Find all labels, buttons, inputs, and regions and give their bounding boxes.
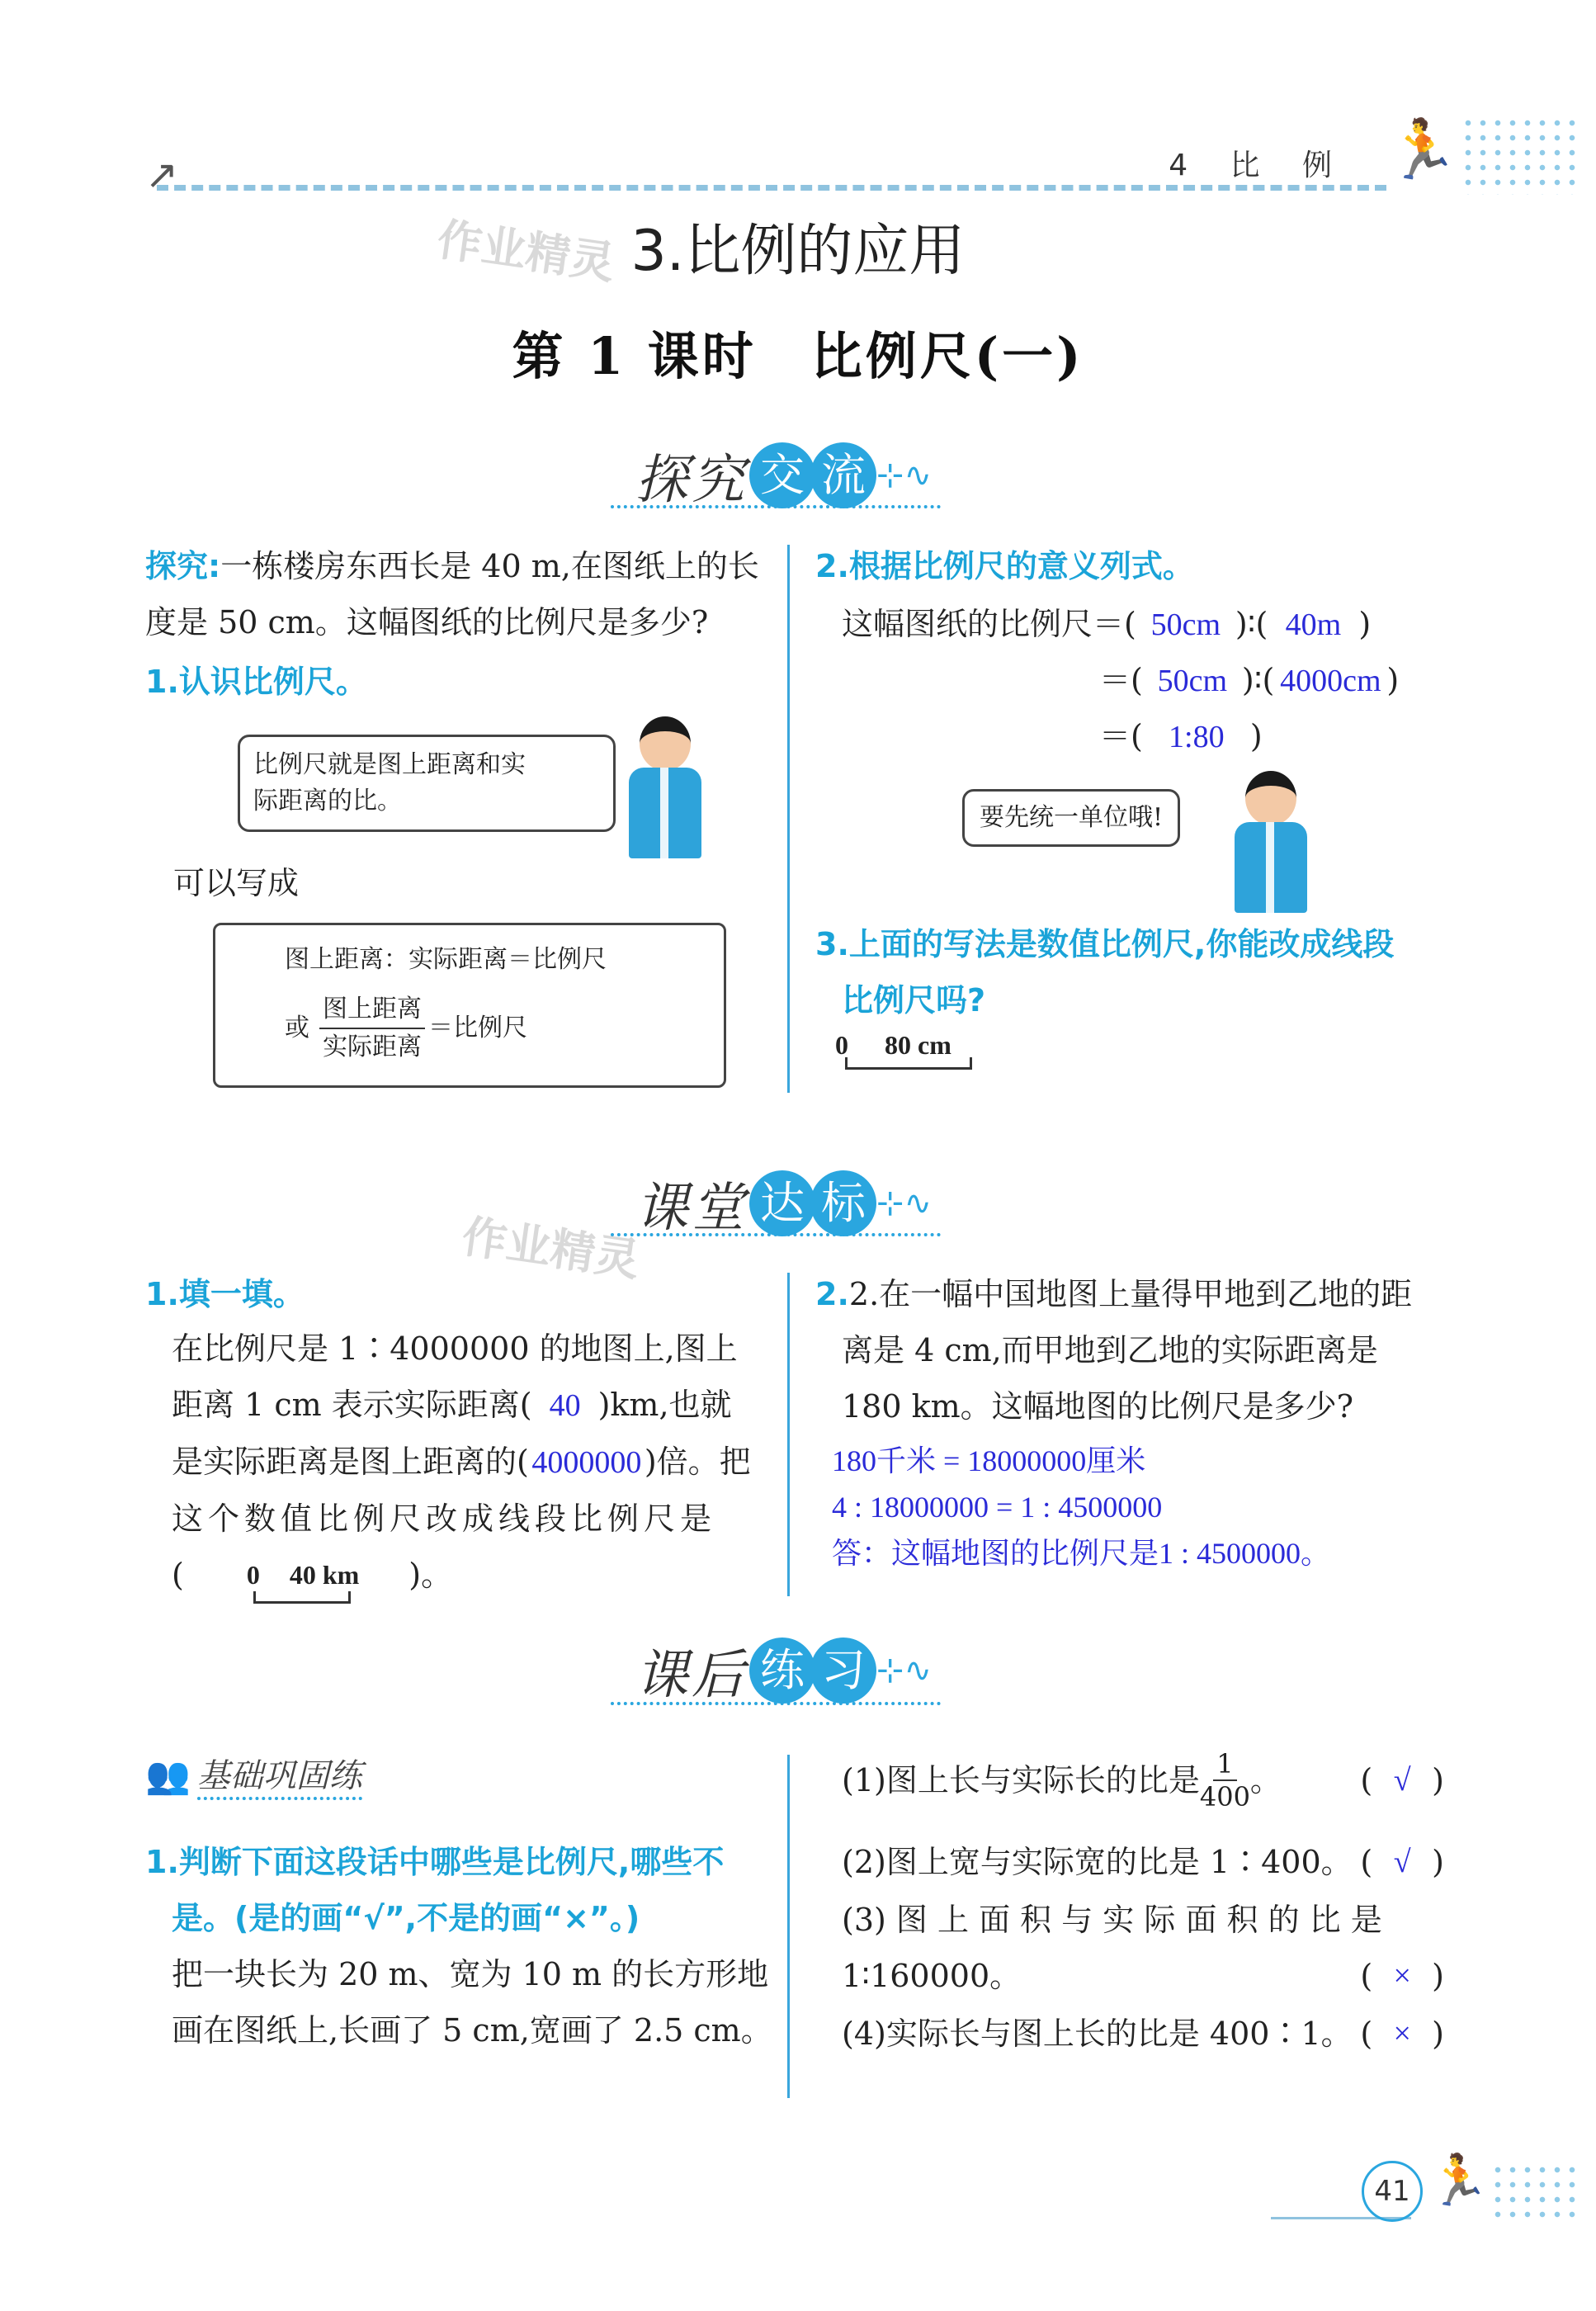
scale-bar (253, 1591, 351, 1604)
problem2-text: 2.在一幅中国地图上量得甲地到乙地的距 (848, 1276, 1413, 1312)
problem2-answer (832, 1438, 1330, 1576)
formula-box (213, 923, 726, 1088)
chapter-label: 4 比 例 (1169, 149, 1348, 182)
answer-line3: 答：这幅地图的比例尺是1 : 4500000。 (832, 1537, 1331, 1570)
fill-in-body (172, 1321, 782, 1604)
fill-answer: 40 (549, 1388, 581, 1423)
fill-line5 (172, 1547, 782, 1604)
fill-answer: 4000000 (531, 1445, 642, 1480)
fill-line1: 在比例尺是 1∶4000000 的地图上,图上 (172, 1330, 738, 1367)
line-scale-answer (247, 1558, 359, 1604)
runner-icon: 🏃 (1386, 116, 1459, 183)
ratio-answer: 50cm (1157, 664, 1228, 698)
badge-text: 基础巩固练 (197, 1750, 362, 1800)
fraction-denominator: 实际距离 (323, 1033, 422, 1061)
fill-in-heading: 1.填一填。 (145, 1276, 305, 1312)
explore-line1: 一栋楼房东西长是 40 m,在图纸上的长 (220, 548, 759, 584)
paren: ) (1432, 1844, 1444, 1880)
section-heading-text: 探究 (635, 450, 748, 511)
formula-fraction (319, 991, 425, 1066)
judge-answer: √ (1393, 1763, 1411, 1798)
heading-bubble: 练 (749, 1638, 815, 1704)
speech-bubble-definition (238, 735, 616, 832)
judge-item-3-line2 (842, 1948, 1444, 2004)
scale-label: 40 km (289, 1560, 360, 1590)
ratio-end: ) (1249, 718, 1263, 754)
judge-item-1 (842, 1748, 1444, 1812)
paren: ( (1360, 1844, 1373, 1880)
page-number: 41 (1362, 2161, 1423, 2222)
people-icon: 👥 (145, 1754, 191, 1797)
ratio-prefix: ＝( (1099, 718, 1143, 754)
ratio-end: ) (1358, 606, 1372, 642)
header-mark-icon: ↗ (145, 152, 179, 198)
column-divider (787, 545, 790, 1093)
answer-line2: 4 : 18000000 = 1 : 4500000 (832, 1491, 1163, 1524)
fill-text: 距离 1 cm 表示实际距离( (172, 1387, 532, 1423)
heading-bubble: 习 (810, 1638, 876, 1704)
formula-or: 或 (285, 1014, 309, 1042)
heading-bubble: 达 (749, 1170, 815, 1236)
fill-text: 是实际距离是图上距离的( (172, 1444, 529, 1480)
judge-line2 (145, 1890, 772, 1946)
ratio-prefix: ＝( (1099, 662, 1143, 698)
formula-line2 (285, 991, 527, 1066)
step3-line1: 3.上面的写法是数值比例尺,你能改成线段 (815, 926, 1395, 962)
speech-line: 际距离的比。 (253, 787, 402, 815)
section-heading-explore (635, 437, 932, 513)
fraction-numerator: 1 (1213, 1748, 1236, 1781)
problem2-line3: 180 km。这幅地图的比例尺是多少? (842, 1388, 1354, 1425)
chapter-title: 3.比例的应用 (630, 219, 966, 284)
heading-bubble: 标 (810, 1170, 876, 1236)
fraction-numerator: 图上距离 (319, 991, 425, 1029)
fill-line2 (172, 1377, 782, 1434)
section-heading-text: 课堂 (635, 1178, 748, 1239)
footer-dots (1490, 2162, 1581, 2222)
section-heading-practice (635, 1633, 932, 1708)
speech-line: 比例尺就是图上距离和实 (253, 750, 526, 779)
heading-bubble: 交 (749, 442, 815, 508)
judge-line4: 画在图纸上,长画了 5 cm,宽画了 2.5 cm。 (172, 2012, 772, 2049)
runner-icon: 🏃 (1428, 2152, 1490, 2209)
ratio-prefix: 这幅图纸的比例尺＝( (842, 606, 1136, 642)
item-text: (2)图上宽与实际宽的比是 1∶400。 (842, 1844, 1353, 1880)
ratio-answer: 1:80 (1169, 720, 1225, 754)
answer-line1: 180千米 = 18000000厘米 (832, 1444, 1146, 1477)
flourish-icon: ⊹∿ (876, 1184, 933, 1222)
section-underline (611, 505, 941, 508)
scale-label: 80 cm (885, 1030, 951, 1060)
judge-item-2 (842, 1834, 1444, 1890)
header-dashed-line (157, 185, 1386, 191)
fill-line3 (172, 1434, 782, 1491)
ratio-answer: 50cm (1150, 607, 1221, 642)
judge-answer: √ (1393, 1845, 1411, 1879)
section-heading-text: 课后 (635, 1645, 748, 1706)
flourish-icon: ⊹∿ (876, 1652, 933, 1690)
paren: ( (1360, 1762, 1373, 1798)
formula-suffix: ＝比例尺 (428, 1014, 527, 1042)
boy-illustration (632, 716, 698, 858)
scale-zero: 0 (835, 1030, 848, 1060)
watermark: 作业精灵 (459, 1210, 643, 1287)
judge-answer: × (1393, 2016, 1411, 2051)
fill-text: ( (172, 1557, 184, 1593)
explore-line2: 度是 50 cm。这幅图纸的比例尺是多少? (145, 604, 709, 640)
item-text: 。 (1249, 1762, 1282, 1798)
ratio-line3 (1099, 708, 1263, 765)
ratio-mid: )∶( (1235, 606, 1268, 642)
explore-intro (145, 538, 772, 650)
step3-line2: 比例尺吗? (842, 982, 986, 1018)
ratio-line1 (842, 596, 1371, 653)
judge-question (145, 1834, 772, 2058)
problem2-line2: 离是 4 cm,而甲地到乙地的实际距离是 (842, 1332, 1378, 1368)
step2-heading: 2.根据比例尺的意义列式。 (815, 548, 1194, 584)
header-dots (1461, 116, 1576, 195)
line-scale-answer (835, 1030, 972, 1070)
section-underline (611, 1233, 941, 1236)
fraction-denominator: 400 (1199, 1781, 1250, 1812)
boy-illustration (1238, 771, 1304, 913)
fill-text: )倍。把 (644, 1444, 751, 1480)
section-heading-class (635, 1165, 932, 1241)
explore-label: 探究: (145, 548, 221, 584)
item-text: (1)图上长与实际长的比是 (842, 1762, 1200, 1798)
column-divider (787, 1755, 790, 2098)
paren: ( (1360, 2016, 1373, 2052)
fill-text: )km,也就 (597, 1387, 732, 1423)
paren: ) (1432, 1958, 1444, 1994)
problem2-line1: 2.2.在一幅中国地图上量得甲地到乙地的距 (815, 1276, 1413, 1312)
step1-heading: 1.认识比例尺。 (145, 664, 367, 700)
judge-line3: 把一块长为 20 m、宽为 10 m 的长方形地 (172, 1956, 769, 1992)
judge-text: 是。(是的画“√”,不是的画“×”。) (172, 1900, 640, 1936)
paren: ) (1432, 1762, 1444, 1798)
paren: ) (1432, 2016, 1444, 2052)
lesson-title: 第 1 课时 比例尺(一) (512, 326, 1084, 386)
ratio-end: ) (1386, 662, 1400, 698)
basic-practice-badge (145, 1750, 362, 1800)
heading-bubble: 流 (810, 442, 876, 508)
fill-line4: 这个数值比例尺改成线段比例尺是 (172, 1500, 717, 1537)
watermark: 作业精灵 (434, 213, 618, 290)
paren: ( (1360, 1958, 1373, 1994)
section-underline (611, 1702, 941, 1705)
ratio-line2 (1099, 652, 1399, 709)
speech-bubble-unit: 要先统一单位哦! (962, 789, 1180, 847)
item-fraction (1200, 1748, 1250, 1812)
can-write-label: 可以写成 (173, 865, 300, 901)
scale-zero: 0 (246, 1560, 260, 1590)
item-text: (4)实际长与图上长的比是 400∶1。 (842, 2016, 1353, 2052)
judge-line1: 1.判断下面这段话中哪些是比例尺,哪些不 (145, 1844, 725, 1880)
item-text: 1∶160000。 (842, 1958, 1022, 1994)
ratio-mid: )∶( (1241, 662, 1275, 698)
ratio-answer: 40m (1285, 607, 1342, 642)
judge-item-4 (842, 2006, 1444, 2062)
judge-item-3-line1: (3) 图 上 面 积 与 实 际 面 积 的 比 是 (842, 1902, 1382, 1938)
judge-answer: × (1393, 1959, 1411, 1993)
problem2 (815, 1266, 1443, 1434)
ratio-answer: 4000cm (1280, 664, 1381, 698)
column-divider (787, 1273, 790, 1596)
formula-line1: 图上距离：实际距离＝比例尺 (285, 945, 607, 974)
fill-text: )。 (408, 1557, 453, 1593)
flourish-icon: ⊹∿ (876, 456, 933, 494)
